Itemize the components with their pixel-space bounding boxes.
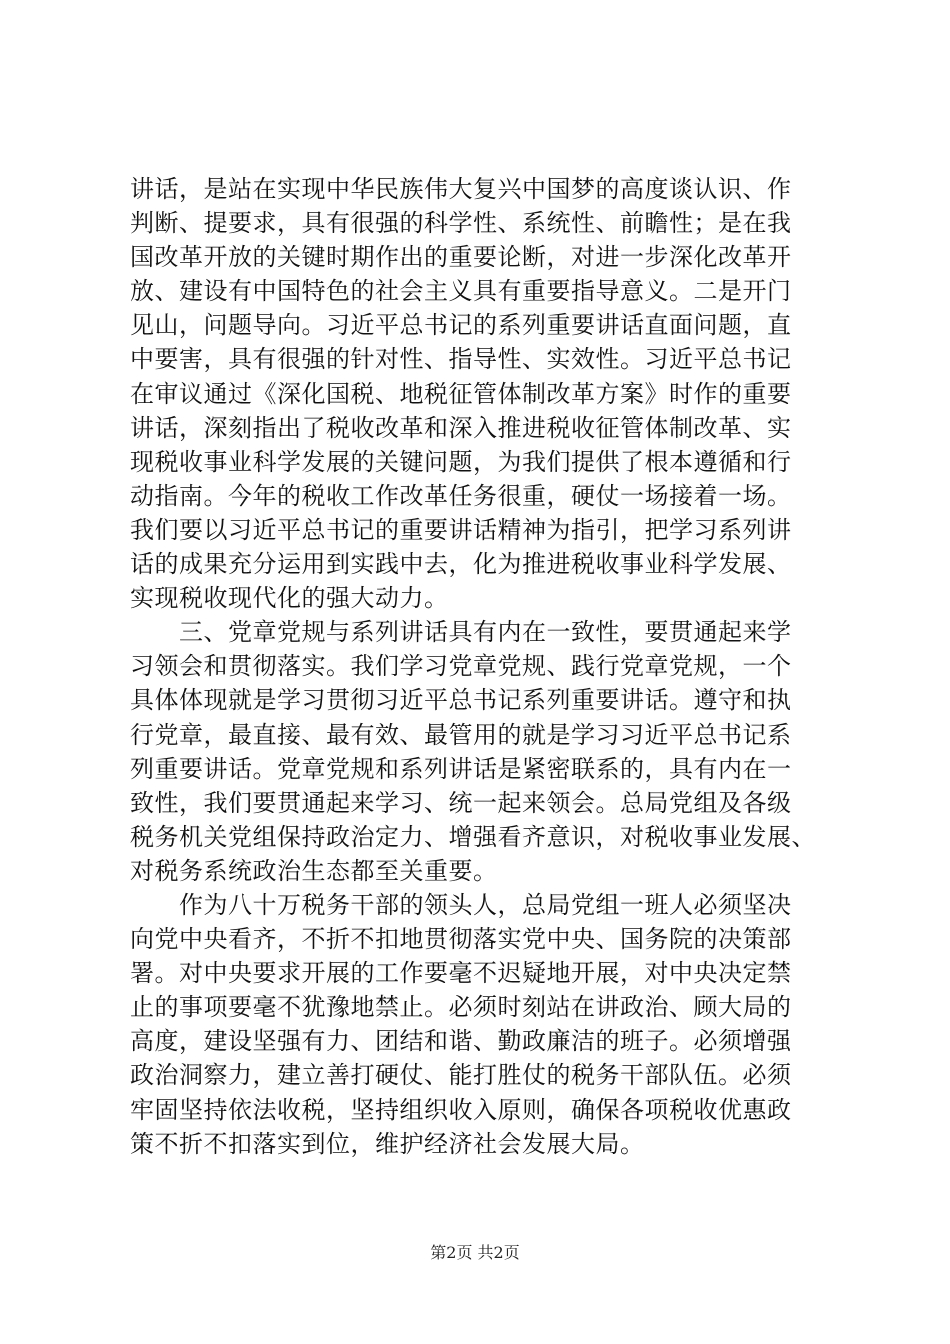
text-line: 致性，我们要贯通起来学习、统一起来领会。总局党组及各级 (130, 788, 792, 817)
text-line: 高度，建设坚强有力、团结和谐、勤政廉洁的班子。必须增强 (130, 1027, 792, 1056)
text-line: 作为八十万税务干部的领头人，总局党组一班人必须坚决 (130, 890, 792, 919)
text-line: 实现税收现代化的强大动力。 (130, 584, 449, 613)
text-line: 策不折不扣落实到位，维护经济社会发展大局。 (130, 1129, 645, 1158)
text-line: 动指南。今年的税收工作改革任务很重，硬仗一场接着一场。 (130, 481, 792, 510)
document-body (130, 172, 830, 1161)
text-line: 我们要以习近平总书记的重要讲话精神为指引，把学习系列讲 (130, 515, 792, 544)
text-line: 放、建设有中国特色的社会主义具有重要指导意义。二是开门 (130, 277, 792, 306)
text-line: 现税收事业科学发展的关键问题，为我们提供了根本遵循和行 (130, 447, 792, 476)
text-line: 政治洞察力，建立善打硬仗、能打胜仗的税务干部队伍。必须 (130, 1061, 792, 1090)
text-line: 习领会和贯彻落实。我们学习党章党规、践行党章党规，一个 (130, 652, 792, 681)
text-line: 列重要讲话。党章党规和系列讲话是紧密联系的，具有内在一 (130, 754, 792, 783)
text-line: 税务机关党组保持政治定力、增强看齐意识，对税收事业发展、 (130, 822, 816, 851)
page-number-footer: 第2页 共2页 (430, 1243, 520, 1262)
text-line: 向党中央看齐，不折不扣地贯彻落实党中央、国务院的决策部 (130, 925, 792, 954)
text-line: 止的事项要毫不犹豫地禁止。必须时刻站在讲政治、顾大局的 (130, 993, 792, 1022)
text-line: 判断、提要求，具有很强的科学性、系统性、前瞻性；是在我 (130, 209, 792, 238)
text-line: 见山，问题导向。习近平总书记的系列重要讲话直面问题，直 (130, 311, 792, 340)
text-line: 讲话，是站在实现中华民族伟大复兴中国梦的高度谈认识、作 (130, 175, 792, 203)
text-line: 对税务系统政治生态都至关重要。 (130, 856, 498, 885)
text-line: 话的成果充分运用到实践中去，化为推进税收事业科学发展、 (130, 550, 792, 579)
text-line: 具体体现就是学习贯彻习近平总书记系列重要讲话。遵守和执 (130, 686, 792, 715)
text-line: 中要害，具有很强的针对性、指导性、实效性。习近平总书记 (130, 345, 792, 374)
text-line: 讲话，深刻指出了税收改革和深入推进税收征管体制改革、实 (130, 413, 792, 442)
text-line: 国改革开放的关键时期作出的重要论断，对进一步深化改革开 (130, 243, 792, 272)
text-line: 三、党章党规与系列讲话具有内在一致性，要贯通起来学 (130, 618, 792, 647)
text-line: 在审议通过《深化国税、地税征管体制改革方案》时作的重要 (130, 379, 792, 408)
text-line: 牢固坚持依法收税，坚持组织收入原则，确保各项税收优惠政 (130, 1095, 792, 1124)
text-line: 行党章，最直接、最有效、最管用的就是学习习近平总书记系 (130, 720, 792, 749)
text-line: 署。对中央要求开展的工作要毫不迟疑地开展，对中央决定禁 (130, 959, 792, 988)
